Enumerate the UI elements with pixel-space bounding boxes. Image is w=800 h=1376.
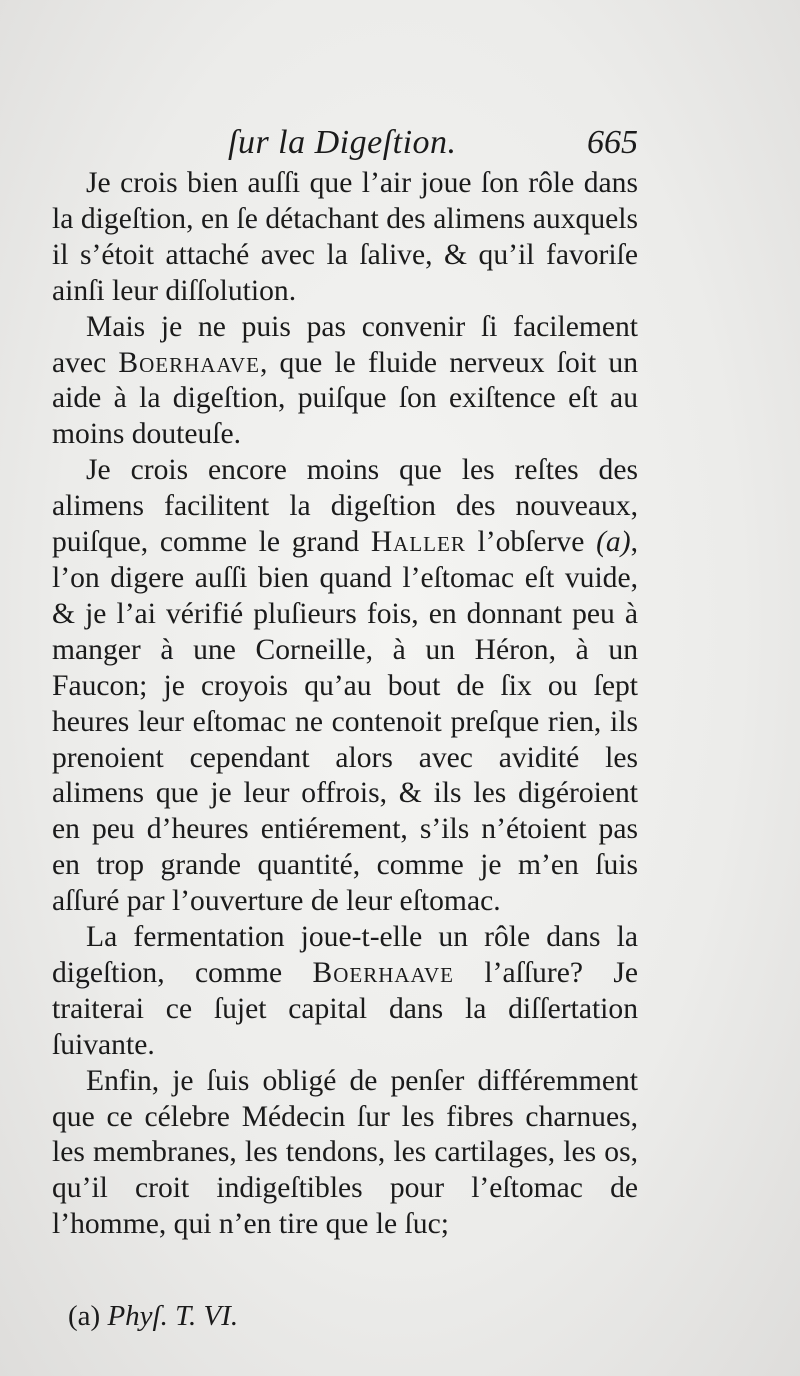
author-name: Boerhaave — [118, 346, 260, 379]
author-name: Haller — [370, 526, 466, 559]
author-name: Boerhaave — [312, 956, 455, 989]
running-head — [52, 124, 638, 164]
body-text — [52, 166, 638, 1243]
paragraph — [52, 453, 638, 920]
footnote-mark: (a) — [68, 1300, 101, 1332]
text-run: Enfin, je ſuis obligé de penſer différemment que ce célebre Médecin ſur les fibres charnues, les membranes, les tendons, les cartilages, les os, qu’il croit indigeſtibles pour l’eſtomac de l’homme, qui n’en tire que le ſuc; — [52, 1064, 638, 1241]
running-title: ſur la Digeſtion. — [228, 124, 457, 161]
text-run: , que le fluide nerveux ſoit un aide à la digeſtion, puiſque ſon exiſtence eſt au moins douteuſe. — [52, 346, 638, 451]
text-run: La fermentation joue-t-elle un rôle dans la digeſtion, comme — [52, 921, 638, 989]
footnote-reference: Phyſ. T. VI. — [107, 1300, 239, 1332]
paragraph — [52, 1064, 638, 1244]
paragraph — [52, 920, 638, 1064]
text-run: Je crois bien auſſi que l’air joue ſon rôle dans la digeſtion, en ſe détachant des alimens auxquels il s’étoit attaché avec la ſalive, & qu’il favoriſe ainſi leur diſſolution. — [52, 167, 638, 307]
text-run: Je crois encore moins que les reſtes des alimens facilitent la digeſtion des nouveaux, puiſque, comme le grand — [52, 454, 638, 559]
footnote-mark: (a) — [596, 526, 631, 559]
paragraph — [52, 166, 638, 310]
paragraph — [52, 310, 638, 454]
text-run: l’aſſure? Je traiterai ce ſujet capital dans la diſſertation ſuivante. — [52, 956, 639, 1061]
page-number: 665 — [587, 124, 638, 161]
text-run: l’obſerve — [465, 526, 597, 559]
text-run: Mais je ne puis pas convenir ſi facilement avec — [52, 310, 638, 379]
text-run: , l’on digere auſſi bien quand l’eſtomac eſt vuide, & je l’ai vérifié pluſieurs fois, en donnant peu à manger à une Corneille, à un Héron, à un Faucon; je croyois qu’au bout de ſix ou ſept heures leur eſtomac ne contenoit preſque rien, ils prenoient cependant alors avec avidité les alimens que je leur offrois, & ils les digéroient en peu d’heures entiérement, s’ils n’étoient pas en trop grande quantité, comme je m’en ſuis aſſuré par l’ouverture de leur eſtomac. — [52, 526, 638, 918]
footnote — [68, 1300, 628, 1333]
